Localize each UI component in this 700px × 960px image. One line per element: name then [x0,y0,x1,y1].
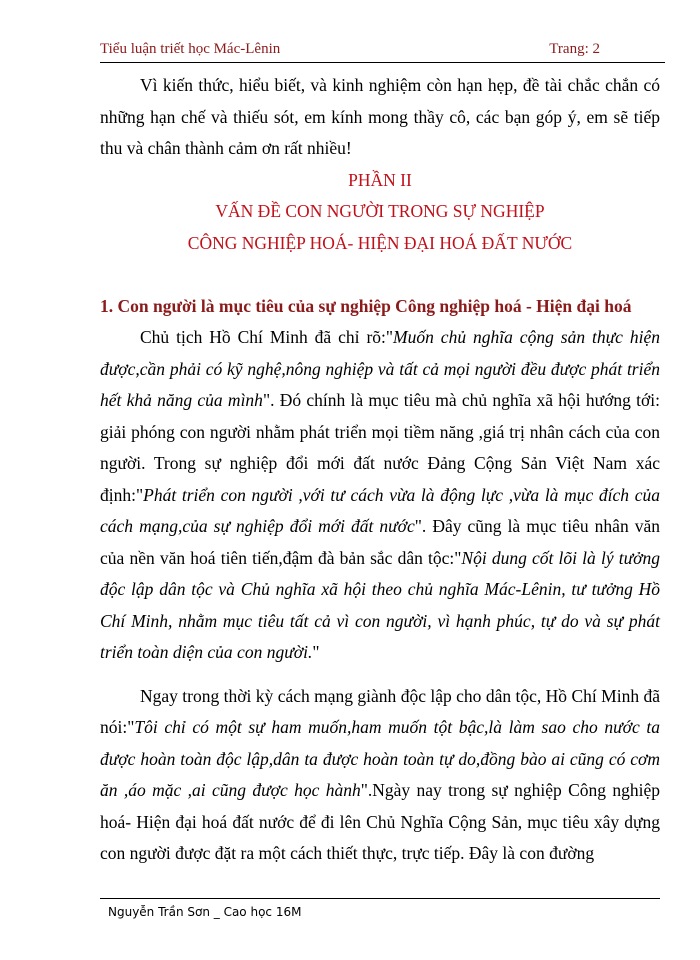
section-heading: 1. Con người là mục tiêu của sự nghiệp Công nghiệp hoá - Hiện đại hoá [100,295,632,316]
part-title-line-2: CÔNG NGHIỆP HOÁ- HIỆN ĐẠI HOÁ ĐẤT NƯỚC [187,232,573,253]
paragraph-1-text-c: ". Đây cũng là mục tiêu nhân văn của nền văn hoá tiên tiến,đậm đà bản sắc dân tộc:" [100,516,660,568]
part-label: PHẦN II [348,169,412,190]
header-divider [100,62,665,63]
paragraph-2 [100,681,660,870]
paragraph-1-text-b: ". Đó chính là mục tiêu mà chủ nghĩa xã hội hướng tới: giải phóng con người nhằm phát triển mọi tiềm năng ,giá trị nhân cách của con người. Trong sự nghiệp đổi mới đất nước Đảng Cộng Sản Việt Nam xác định:" [100,390,660,505]
part-title-line-1: VẤN ĐỀ CON NGƯỜI TRONG SỰ NGHIỆP [215,201,545,221]
page-number: Trang: 2 [549,41,600,57]
paragraph-2-text-b: ".Ngày nay trong sự nghiệp Công nghiệp hoá- Hiện đại hoá đất nước để đi lên Chủ Nghĩa Cộng Sản, mục tiêu xây dựng con người được đặt ra một cách thiết thực, trực tiếp. Đây là con đường [100,780,660,863]
footer-author: Nguyễn Trần Sơn _ Cao học 16M [108,905,302,919]
paragraph-1 [100,322,660,669]
footer-divider [100,898,660,899]
intro-paragraph: Vì kiến thức, hiểu biết, và kinh nghiệm còn hạn hẹp, đề tài chắc chắn có những hạn chế và thiếu sót, em kính mong thầy cô, các bạn góp ý, em sẽ tiếp thu và chân thành cảm ơn rất nhiều! [100,75,660,158]
quote-party-1: Phát triển con người ,với tư cách vừa là động lực ,vừa là mục đích của cách mạng,của sự nghiệp đổi mới đất nước [100,484,660,536]
quote-ho-chi-minh-1: Muốn chủ nghĩa cộng sản thực hiện được,cần phải có kỹ nghệ,nông nghiệp và tất cả mọi người đều được phát triển hết khả năng của mình [100,327,660,410]
quote-ho-chi-minh-2: Tôi chỉ có một sự ham muốn,ham muốn tột bậc,là làm sao cho nước ta được hoàn toàn độc lập,dân ta được hoàn toàn tự do,đồng bào ai cũng có cơm ăn ,áo mặc ,ai cũng được học hành [100,717,660,800]
paragraph-2-text-a: Ngay trong thời kỳ cách mạng giành độc lập cho dân tộc, Hồ Chí Minh đã nói:" [100,685,660,737]
paragraph-1-text-a: Chủ tịch Hồ Chí Minh đã chỉ rõ:" [140,327,394,347]
document-title: Tiểu luận triết học Mác-Lênin [100,41,281,57]
page-body [100,70,660,870]
paragraph-1-text-d: " [312,642,320,662]
spacer [100,259,660,291]
quote-culture: Nội dung cốt lõi là lý tưởng độc lập dân tộc và Chủ nghĩa xã hội theo chủ nghĩa Mác-Lênin, tư tưởng Hồ Chí Minh, nhằm mục tiêu tất cả vì con người, vì hạnh phúc, tự do và sự phát triển toàn diện của con người. [100,547,660,662]
